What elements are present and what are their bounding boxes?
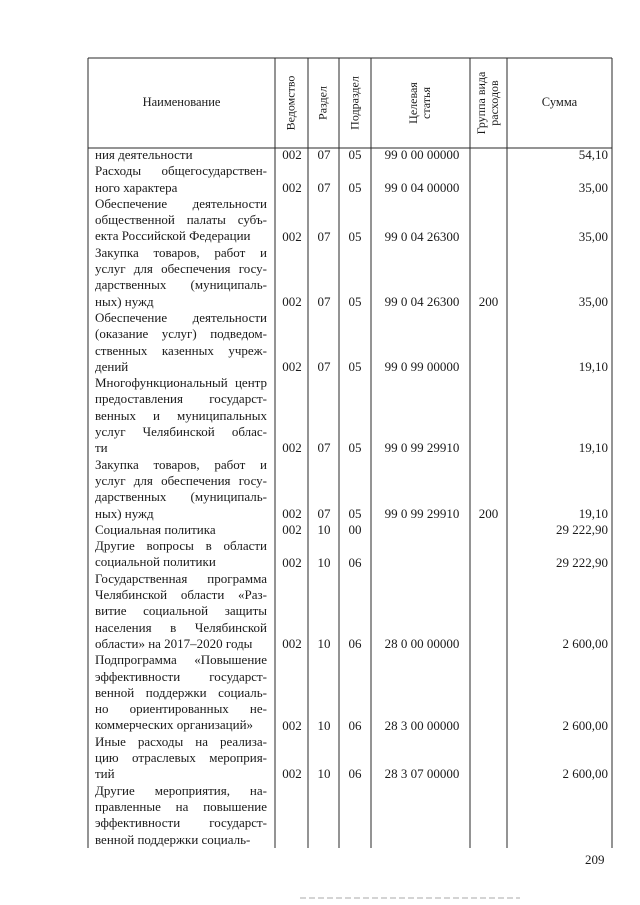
row-cs: 99 0 99 29910	[384, 440, 460, 456]
row-sum: 2 600,00	[562, 717, 608, 733]
row-razd: 10	[317, 521, 331, 537]
row-name-line: ти	[95, 440, 108, 456]
row-cs: 28 0 00 00000	[384, 636, 460, 651]
header-podrazdel: Подраздел	[347, 76, 362, 130]
row-name-line: витие социальной защиты	[95, 603, 267, 619]
row-podr: 05	[348, 179, 362, 195]
row-razd: 07	[317, 293, 331, 309]
row-cs: 99 0 99 00000	[384, 358, 460, 374]
row-name-line: социальной политики	[95, 554, 216, 570]
row-name-line: дарственных (муниципаль-	[95, 489, 267, 505]
row-sum: 35,00	[578, 179, 608, 195]
row-razd: 07	[317, 440, 331, 456]
row-cs: 99 0 99 29910	[384, 505, 460, 521]
row-podr: 05	[348, 147, 362, 162]
row-name-line: Другие вопросы в области	[95, 538, 267, 554]
row-vr: 200	[478, 505, 499, 521]
row-ved: 002	[282, 766, 302, 782]
row-ved: 002	[282, 636, 302, 651]
row-ved: 002	[282, 293, 302, 309]
row-name-line: предоставления государст-	[95, 391, 267, 407]
row-name-line: Иные расходы на реализа-	[95, 733, 267, 749]
row-ved: 002	[282, 554, 302, 570]
row-name-line: Закупка товаров, работ и	[95, 244, 267, 260]
row-name-line: общественной палаты субъ-	[95, 212, 267, 228]
row-name-line: правленные на повышение	[95, 798, 267, 814]
row-ved: 002	[282, 440, 302, 456]
row-podr: 05	[348, 358, 362, 374]
row-sum: 35,00	[578, 228, 608, 244]
row-name	[95, 538, 267, 571]
row-razd: 10	[317, 766, 331, 782]
row-sum: 19,10	[578, 440, 608, 456]
row-sum: 19,10	[578, 505, 608, 521]
row-podr: 05	[348, 440, 362, 456]
row-name-line: услуг Челябинской облас-	[95, 424, 267, 440]
row-name-line: тий	[95, 766, 115, 782]
row-podr: 06	[348, 636, 362, 651]
row-name-line: Обеспечение деятельности	[95, 310, 267, 325]
row-name-line: екта Российской Федерации	[95, 228, 251, 244]
header-target: Целевая статья	[406, 82, 433, 124]
row-razd: 07	[317, 228, 331, 244]
row-name-line: ния деятельности	[95, 147, 193, 162]
row-name	[95, 457, 267, 522]
row-name-line: Другие мероприятия, на-	[95, 782, 267, 798]
header-razdel: Раздел	[315, 86, 330, 120]
row-sum: 2 600,00	[562, 766, 608, 782]
row-sum: 54,10	[578, 147, 608, 162]
row-ved: 002	[282, 717, 302, 733]
header-name: Наименование	[142, 95, 221, 109]
row-name-line: дарственных (муниципаль-	[95, 277, 267, 293]
row-name-line: Государственная программа	[95, 570, 267, 586]
row-cs: 99 0 04 26300	[384, 293, 460, 309]
row-cs: 99 0 04 00000	[384, 179, 460, 195]
row-name	[95, 245, 267, 310]
row-razd: 07	[317, 505, 331, 521]
row-name-line: области» на 2017–2020 годы	[95, 635, 253, 651]
page-number: 209	[585, 852, 605, 867]
row-name-line: Обеспечение деятельности	[95, 195, 267, 211]
row-sum: 29 222,90	[556, 554, 608, 570]
row-podr: 06	[348, 717, 362, 733]
row-podr: 06	[348, 554, 362, 570]
row-razd: 10	[317, 717, 331, 733]
row-name-line: Челябинской области «Раз-	[95, 587, 267, 603]
row-name-line: ственных казенных учреж-	[95, 342, 267, 358]
row-name	[95, 783, 267, 848]
row-name-line: Подпрограмма «Повышение	[95, 652, 267, 668]
row-name-line: Социальная политика	[95, 521, 216, 537]
row-name	[95, 652, 267, 733]
row-name-line: Расходы общегосударствен-	[95, 163, 267, 179]
row-name-line: ных) нужд	[95, 505, 154, 521]
row-sum: 35,00	[578, 293, 608, 309]
row-ved: 002	[282, 179, 302, 195]
row-cs: 28 3 00 00000	[384, 717, 460, 733]
row-name	[95, 196, 267, 245]
row-name	[95, 375, 267, 456]
row-podr: 00	[348, 521, 362, 537]
row-name-line: услуг для обеспечения госу-	[95, 261, 267, 277]
row-podr: 05	[348, 293, 362, 309]
row-name-line: коммерческих организаций»	[95, 717, 254, 733]
row-name	[95, 163, 267, 196]
row-sum: 19,10	[578, 358, 608, 374]
row-name-line: Многофункциональный центр	[95, 375, 267, 391]
row-name	[95, 147, 267, 163]
row-name-line: венной поддержки социаль-	[95, 831, 251, 847]
row-cs: 28 3 07 00000	[384, 766, 460, 782]
row-cs: 99 0 00 00000	[384, 147, 460, 162]
row-name-line: дений	[95, 358, 129, 374]
row-name-line: венных и муниципальных	[95, 407, 267, 423]
row-name-line: эффективности государст-	[95, 815, 267, 831]
row-podr: 05	[348, 505, 362, 521]
row-name	[95, 522, 267, 538]
row-name-line: населения в Челябинской	[95, 619, 267, 635]
row-name-line: цию отраслевых мероприя-	[95, 750, 267, 766]
row-razd: 07	[317, 147, 331, 162]
row-razd: 07	[317, 358, 331, 374]
row-sum: 2 600,00	[562, 636, 608, 651]
row-name	[95, 571, 267, 652]
row-name-line: но ориентированных не-	[95, 701, 267, 717]
row-podr: 05	[348, 228, 362, 244]
row-name	[95, 310, 267, 375]
row-razd: 10	[317, 636, 331, 651]
header-sum: Сумма	[541, 95, 578, 109]
row-ved: 002	[282, 505, 302, 521]
row-cs: 99 0 04 26300	[384, 228, 460, 244]
row-name-line: услуг для обеспечения госу-	[95, 472, 267, 488]
row-ved: 002	[282, 228, 302, 244]
row-ved: 002	[282, 521, 302, 537]
row-vr: 200	[478, 293, 499, 309]
header-group: Группа вида расходов	[474, 71, 501, 135]
row-ved: 002	[282, 147, 302, 162]
row-name-line: венной поддержки социаль-	[95, 684, 267, 700]
row-razd: 10	[317, 554, 331, 570]
row-name-line: ных) нужд	[95, 293, 154, 309]
row-ved: 002	[282, 358, 302, 374]
row-razd: 07	[317, 179, 331, 195]
row-name-line: (оказание услуг) подведом-	[95, 326, 267, 342]
row-name-line: эффективности государст-	[95, 668, 267, 684]
row-sum: 29 222,90	[556, 521, 608, 537]
row-name-line: Закупка товаров, работ и	[95, 456, 267, 472]
row-name	[95, 734, 267, 783]
row-name-line: ного характера	[95, 179, 178, 195]
header-vedomstvo: Ведомство	[283, 75, 298, 131]
row-podr: 06	[348, 766, 362, 782]
